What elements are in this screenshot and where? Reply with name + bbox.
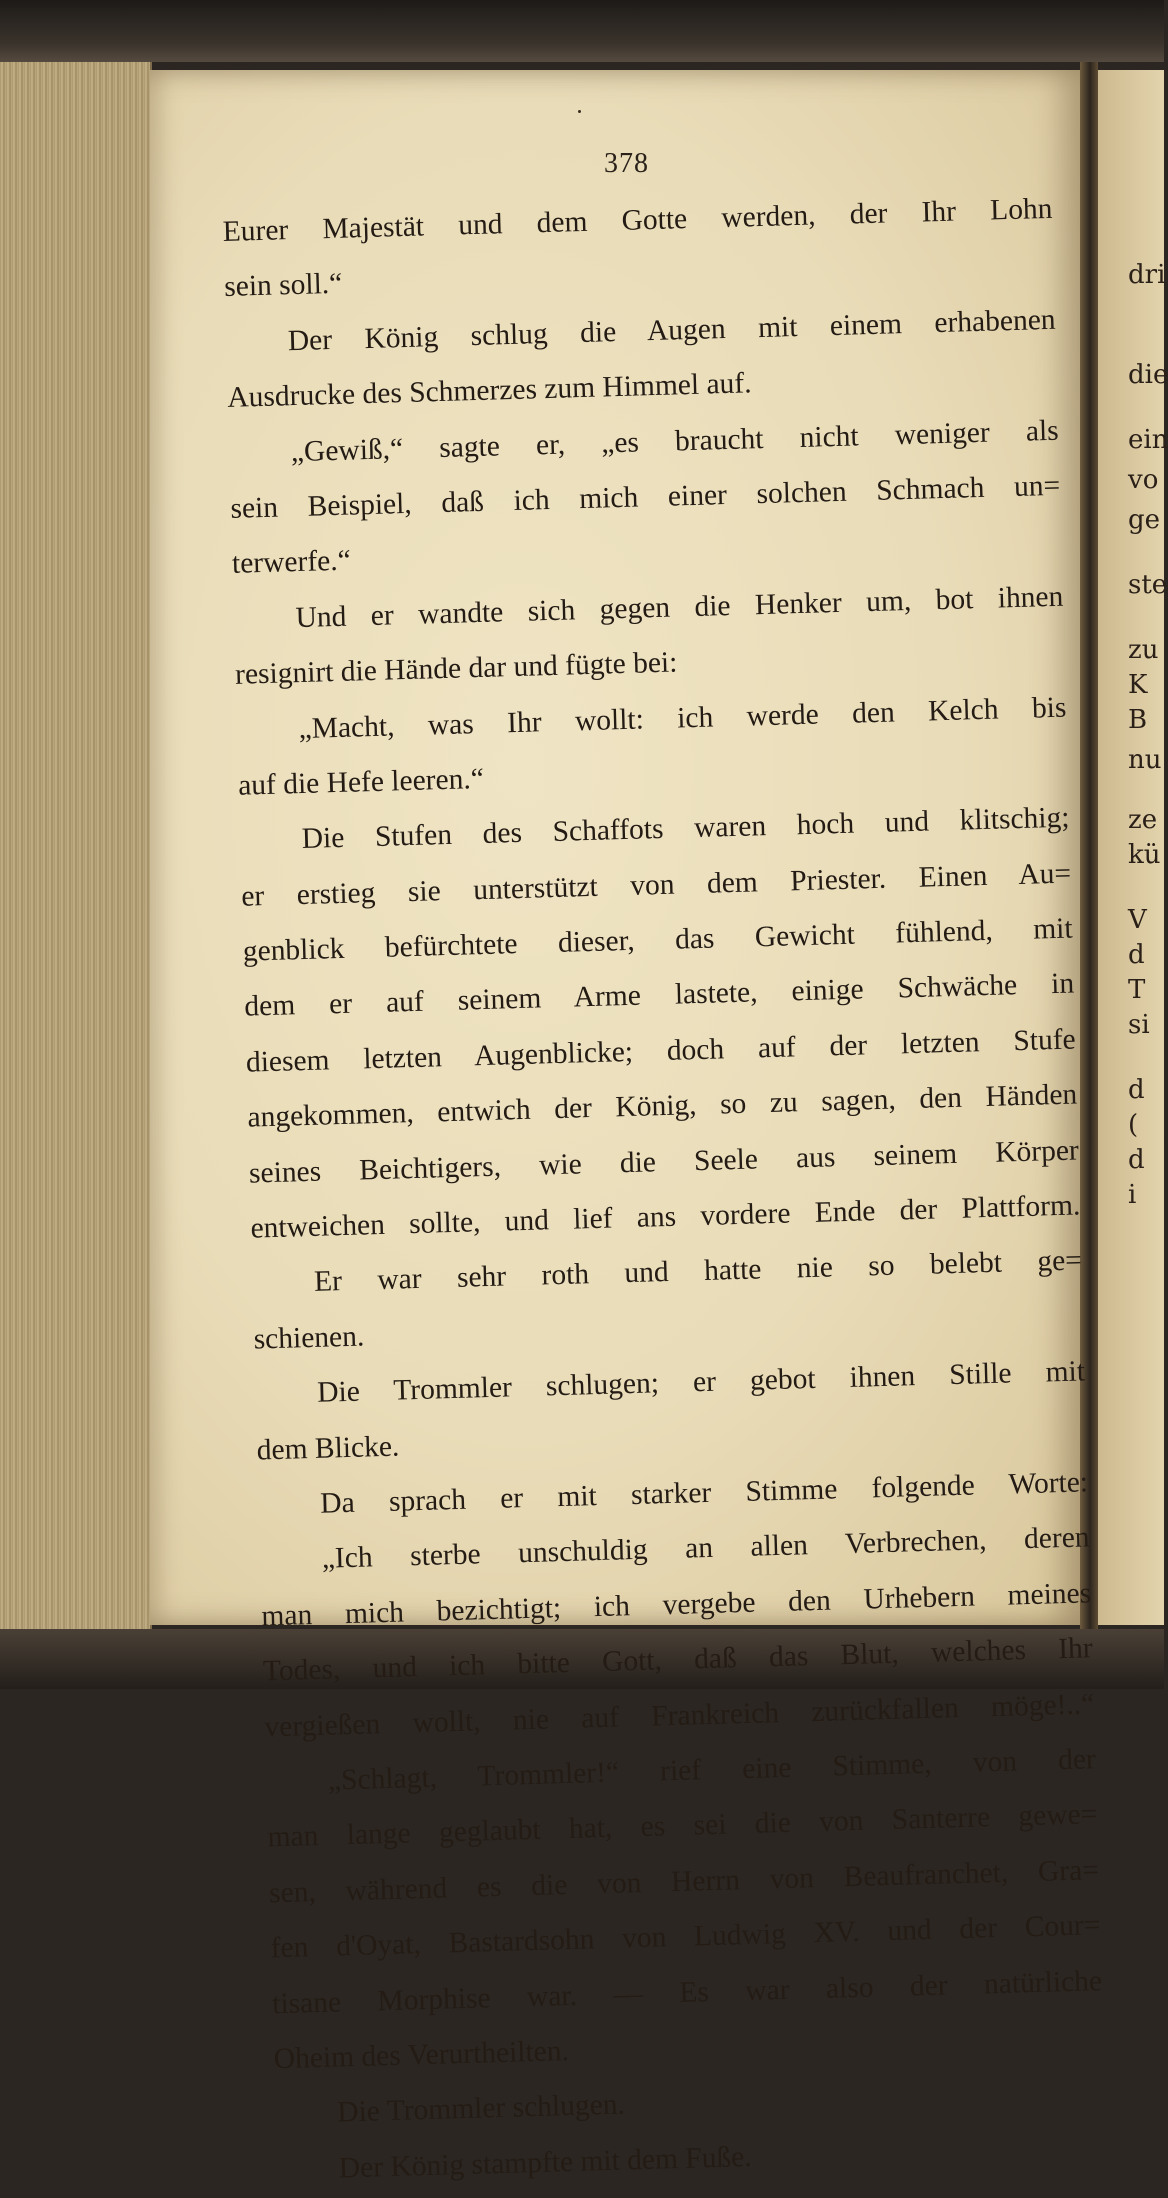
facing-page-fragment: nu (1128, 745, 1162, 775)
text-line: fen d'Oyat, Bastardsohn von Ludwig XV. und der Cour= (270, 1909, 1101, 1965)
facing-page (1098, 70, 1168, 1625)
text-line: terwerfe.“ (231, 544, 352, 581)
text-line: sein soll.“ (223, 268, 343, 304)
facing-page-fragment: T (1128, 975, 1146, 1005)
facing-page-fragment: ze (1128, 805, 1158, 835)
text-line: Da sprach er mit starker Stimme folgende Worte: (319, 1466, 1089, 1520)
text-line: Und er wandte sich gegen die Henker um, bot ihnen (295, 580, 1064, 634)
text-line: „Schlagt, Trommler!“ rief eine Stimme, von der (327, 1743, 1097, 1797)
text-line: dem Blicke. (256, 1430, 400, 1467)
facing-page-fragment: die (1128, 360, 1168, 390)
facing-page-fragment: d (1128, 940, 1145, 970)
facing-page-fragment: K (1128, 670, 1148, 700)
text-line: tisane Morphise war. — Es war also der natürliche (271, 1964, 1103, 2020)
text-line: sen, während es die von Herrn von Beaufranchet, Gra= (268, 1853, 1100, 1910)
facing-page-fragment: ste (1128, 570, 1168, 600)
facing-page-fragment: d (1128, 1075, 1145, 1105)
text-line: er erstieg sie unterstützt von dem Priester. Einen Au= (240, 857, 1072, 913)
ink-spot (578, 110, 581, 113)
text-line: Der König schlug die Augen mit einem erhabenen (287, 303, 1056, 357)
facing-page-fragment: dri (1128, 260, 1166, 290)
text-line: entweichen sollte, und lief ans vordere Ende der Plattform. (250, 1189, 1081, 1245)
text-line: Die Trommler schlugen. (336, 2088, 626, 2129)
facing-page-fragment: ( (1128, 1110, 1139, 1140)
facing-page-fragment: V (1128, 905, 1147, 935)
facing-page-fragment: si (1128, 1010, 1150, 1040)
text-line: man mich bezichtigt; ich vergebe den Urhebern meines (260, 1577, 1092, 1633)
text-line: Eurer Majestät und dem Gotte werden, der Ihr Lohn (222, 192, 1053, 248)
page-text (222, 182, 1107, 2198)
text-line: „Ich sterbe unschuldig an allen Verbrechen, deren (321, 1521, 1090, 1576)
page-number: 378 (604, 148, 649, 179)
text-line: sein Beispiel, daß ich mich einer solchen Schmach un= (230, 469, 1061, 525)
facing-page-fragment: ge (1128, 505, 1161, 535)
text-line: „Macht, was Ihr wollt: ich werde den Kelch bis (298, 691, 1067, 745)
text-line: Ausdrucke des Schmerzes zum Himmel auf. (226, 367, 752, 415)
facing-page-fragment: d (1128, 1145, 1145, 1175)
text-line: „Gewiß,“ sagte er, „es braucht nicht weniger als (290, 414, 1060, 468)
text-line: Oheim des Verurtheilten. (273, 2034, 570, 2076)
text-line: man lange geglaubt hat, es sei die von Santerre gewe= (267, 1798, 1098, 1854)
facing-page-fragment: kü (1128, 840, 1161, 870)
facing-page-fragment: zu (1128, 635, 1159, 665)
text-line: dem er auf seinem Arme lastete, einige Schwäche in (243, 967, 1075, 1024)
book-top-edge (0, 0, 1164, 62)
page-stack-edge (0, 62, 152, 1632)
text-line: Todes, und ich bitte Gott, daß das Blut, welches Ihr (262, 1632, 1094, 1688)
text-line: Er war sehr roth und hatte nie so belebt ge= (313, 1244, 1083, 1299)
text-line: resignirt die Hände dar und fügte bei: (234, 646, 678, 691)
text-line: seines Beichtigers, wie die Seele aus seinem Körper (248, 1134, 1080, 1190)
facing-page-fragment: ein (1128, 425, 1168, 455)
text-line: angekommen, entwich der König, so zu sagen, den Händen (247, 1078, 1078, 1134)
text-line: diesem letzten Augenblicke; doch auf der letzten Stufe (245, 1023, 1077, 1079)
text-line: schienen. (253, 1320, 365, 1356)
text-line: auf die Hefe leeren.“ (237, 762, 485, 802)
text-line: Der König stampfte mit dem Fuße. (338, 2140, 753, 2185)
text-line: vergießen wollt, nie auf Frankreich zurückfallen möge!..“ (264, 1687, 1095, 1743)
facing-page-fragment: B (1128, 705, 1148, 735)
facing-page-fragment: vo (1128, 465, 1159, 495)
facing-page-fragment: i (1128, 1180, 1137, 1210)
text-line: genblick befürchtete dieser, das Gewicht fühlend, mit (242, 912, 1073, 968)
text-line: Die Stufen des Schaffots waren hoch und klitschig; (301, 801, 1070, 856)
text-line: Die Trommler schlugen; er gebot ihnen Stille mit (316, 1355, 1086, 1410)
